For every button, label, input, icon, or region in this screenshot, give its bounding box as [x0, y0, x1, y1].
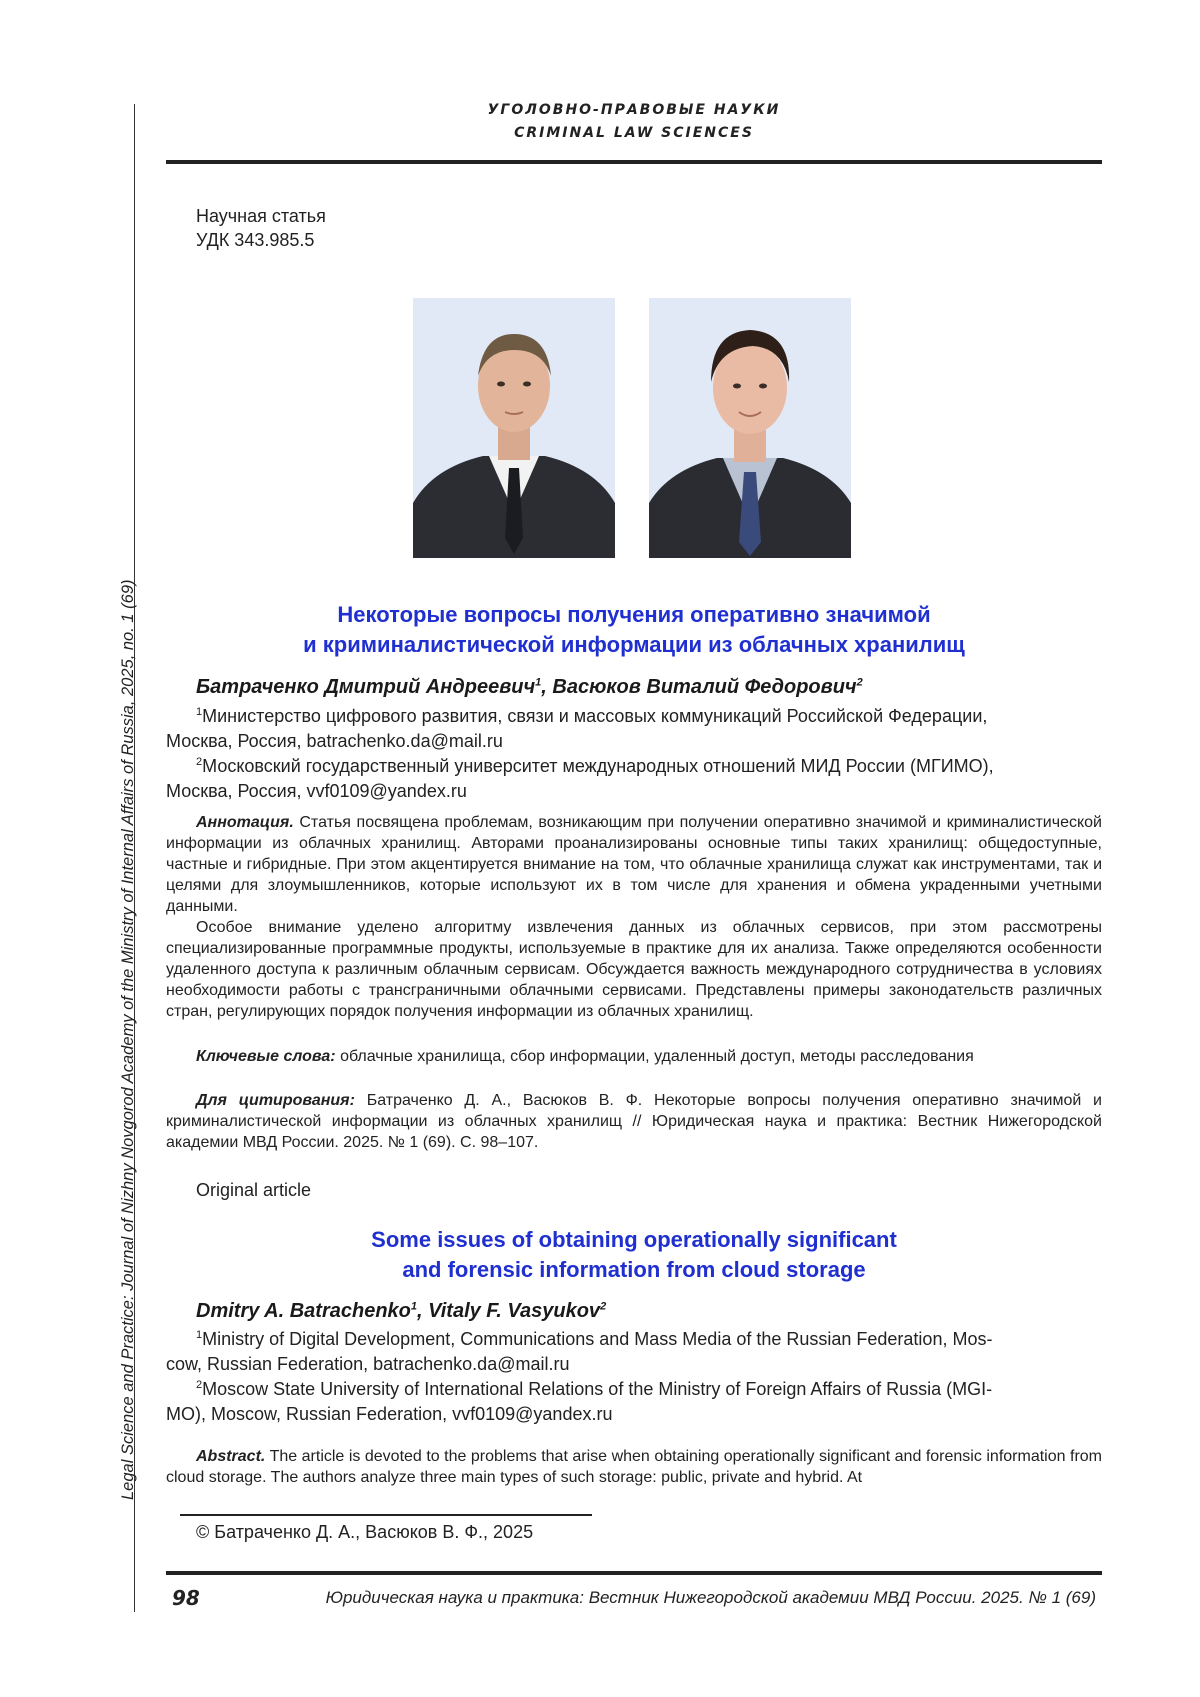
article-title-en-line1: Some issues of obtaining operationally significant: [166, 1225, 1102, 1255]
keywords-ru-text: облачные хранилища, сбор информации, удаленный доступ, методы расследования: [340, 1048, 974, 1065]
article-title-ru-line2: и криминалистической информации из облачных хранилищ: [166, 630, 1102, 660]
header-rule: [166, 160, 1102, 164]
article-title-ru-line1: Некоторые вопросы получения оперативно значимой: [166, 600, 1102, 630]
citation-ru-text: Батраченко Д. А., Васюков В. Ф. Некоторые вопросы получения оперативно значимой и криминалистической информации из облачных хранилищ // Юридическая наука и практика: Вестник Нижегородской академии МВД России. 2025. № 1 (69). С. 98–107.: [166, 1092, 1102, 1151]
article-title-ru: [166, 600, 1102, 660]
aff1-en-line2: cow, Russian Federation, batrachenko.da@mail.ru: [166, 1352, 1102, 1377]
aff2-en-line2: MO), Moscow, Russian Federation, vvf0109@yandex.ru: [166, 1402, 1102, 1427]
aff1-en-sup: 1: [196, 1329, 202, 1341]
article-type: Научная статья: [196, 206, 326, 227]
abstract-ru-p1: Статья посвящена проблемам, возникающим при получении оперативно значимой и криминалистической информации из облачных хранилищ. Авторами проанализированы основные типы таких хранилищ: общедоступные, частные и гибридные. При этом акцентируется внимание на том, что облачные хранилища служат как инструментами, так и целями для злоумышленников, которые используют их в том числе для хранения и обмена украденными учетными данными.: [166, 814, 1102, 915]
copyright-notice: © Батраченко Д. А., Васюков В. Ф., 2025: [196, 1522, 533, 1543]
authors-en: Dmitry A. Batrachenko1, Vitaly F. Vasyukov2: [196, 1300, 606, 1323]
aff2-ru-sup: 2: [196, 756, 202, 768]
authors-ru: Батраченко Дмитрий Андреевич1, Васюков Виталий Федорович2: [196, 676, 863, 699]
abstract-ru: [166, 812, 1102, 1022]
article-title-en: [166, 1225, 1102, 1285]
affiliation2-en: [166, 1377, 1102, 1427]
aff2-en-line1: Moscow State University of International Relations of the Ministry of Foreign Affairs of Russia (MGI-: [202, 1379, 992, 1399]
author2-ru-sup: 2: [857, 676, 863, 688]
citation-ru-label: Для цитирования:: [196, 1092, 355, 1109]
footer-rule: [166, 1571, 1102, 1575]
author2-ru: Васюков Виталий Федорович: [552, 676, 856, 698]
article-title-en-line2: and forensic information from cloud storage: [166, 1255, 1102, 1285]
footer-journal-title: Юридическая наука и практика: Вестник Нижегородской академии МВД России. 2025. № 1 (69): [260, 1588, 1096, 1608]
aff1-ru-line2: Москва, Россия, batrachenko.da@mail.ru: [166, 729, 1102, 754]
abstract-en-label: Abstract.: [196, 1448, 265, 1465]
aff2-ru-line2: Москва, Россия, vvf0109@yandex.ru: [166, 779, 1102, 804]
udc-code: УДК 343.985.5: [196, 230, 314, 251]
abstract-ru-label: Аннотация.: [196, 814, 294, 831]
author2-en-sup: 2: [600, 1300, 606, 1312]
aff1-ru-line1: Министерство цифрового развития, связи и массовых коммуникаций Российской Федерации,: [202, 706, 987, 726]
section-title-ru: УГОЛОВНО-ПРАВОВЫЕ НАУКИ: [166, 102, 1102, 118]
running-title-vertical: Legal Science and Practice: Journal of Nizhny Novgorod Academy of the Ministry of Internal Affairs of Russia, 2025, no. 1 (69): [119, 460, 138, 1500]
aff2-en-sup: 2: [196, 1379, 202, 1391]
page-number: 98: [172, 1586, 200, 1610]
affiliation2-ru: [166, 754, 1102, 804]
article-type-en: Original article: [196, 1180, 311, 1201]
author-photo-batrachenko: [413, 298, 615, 558]
aff1-ru-sup: 1: [196, 706, 202, 718]
aff1-en-line1: Ministry of Digital Development, Communications and Mass Media of the Russian Federation, Mos-: [202, 1329, 992, 1349]
author1-ru-sup: 1: [535, 676, 541, 688]
affiliation1-en: [166, 1327, 1102, 1377]
author1-en: Dmitry A. Batrachenko: [196, 1300, 411, 1322]
keywords-ru: [166, 1046, 1102, 1067]
abstract-en-text: The article is devoted to the problems that arise when obtaining operationally significant and forensic information from cloud storage. The authors analyze three main types of such storage: public, private and hybrid. At: [166, 1448, 1102, 1486]
author-photo-vasyukov: [649, 298, 851, 558]
author2-en: Vitaly F. Vasyukov: [428, 1300, 600, 1322]
section-title-en: CRIMINAL LAW SCIENCES: [166, 125, 1102, 141]
abstract-ru-p2: Особое внимание уделено алгоритму извлечения данных из облачных сервисов, при этом рассмотрены специализированные программные продукты, используемые в практике для их анализа. Также определяются особенности удаленного доступа к различным облачным сервисам. Обсуждается важность международного сотрудничества в условиях необходимости работы с трансграничными облачными сервисами. Представлены примеры законодательств различных стран, регулирующих порядок получения информации из облачных хранилищ.: [166, 917, 1102, 1022]
aff2-ru-line1: Московский государственный университет международных отношений МИД России (МГИМО),: [202, 756, 994, 776]
keywords-ru-label: Ключевые слова:: [196, 1048, 336, 1065]
abstract-en: [166, 1446, 1102, 1488]
author1-en-sup: 1: [411, 1300, 417, 1312]
affiliation1-ru: [166, 704, 1102, 754]
citation-ru: [166, 1090, 1102, 1153]
author1-ru: Батраченко Дмитрий Андреевич: [196, 676, 535, 698]
footnote-rule: [180, 1514, 592, 1516]
